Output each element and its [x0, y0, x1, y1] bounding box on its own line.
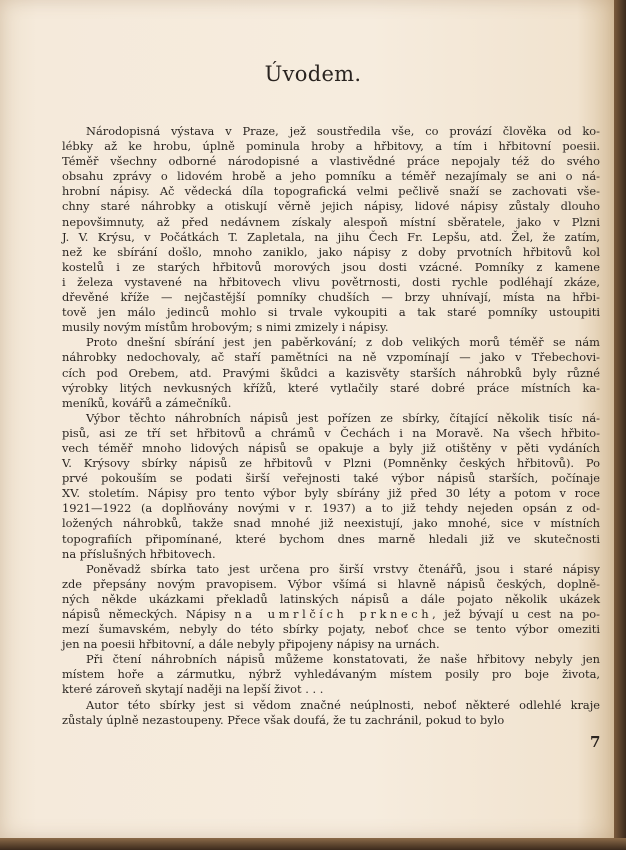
text-line: než ke sbírání došlo, mnoho zaniklo, jako nápisy z doby prvotních hřbitovů kol	[62, 244, 600, 259]
text-line: prvé pokouším se podati širší veřejnosti také výbor nápisů starších, počínaje	[62, 471, 600, 486]
text-line: pisů, asi ze tří set hřbitovů a chrámů v Čechách i na Moravě. Na všech hřbito-	[62, 425, 600, 440]
text-line: které zároveň skytají naději na lepší život . . .	[62, 682, 324, 697]
text-line: zůstaly úplně nezastoupeny. Přece však doufá, že tu zachránil, pokud to bylo	[62, 712, 505, 727]
book-edge-right	[614, 0, 626, 850]
text-segment: , jež bývají u cest na po-	[432, 607, 600, 621]
text-line: náhrobky nedochovaly, ač staří pamětníci na ně vzpomínají — jako v Třebechovi-	[62, 350, 600, 365]
text-line: Téměř všechny odborné národopisné a vlastivědné práce nepojaly též do svého	[62, 154, 600, 169]
text-line: XV. stoletím. Nápisy pro tento výbor byly sbírány již před 30 léty a potom v roce	[62, 486, 600, 501]
text-line: obsahu zprávy o lidovém hrobě a jeho pomníku a téměř nezajímaly se ani o ná-	[62, 169, 600, 184]
text-line: cích pod Orebem, atd. Pravými škůdci a kazisvěty starších náhrobků byly různé	[62, 365, 600, 380]
text-line: Poněvadž sbírka tato jest určena pro širší vrstvy čtenářů, jsou i staré nápisy	[86, 561, 600, 576]
text-line: Při čtení náhrobních nápisů můžeme konstatovati, že naše hřbitovy nebyly jen	[86, 652, 600, 667]
paragraph	[62, 562, 600, 653]
text-line: dřevěné kříže — nejčastější pomníky chudších — brzy uhnívají, místa na hřbi-	[62, 290, 600, 305]
paragraph	[62, 652, 600, 697]
paragraph	[62, 124, 600, 335]
text-line: kostelů i ze starých hřbitovů morových jsou dosti vzácné. Pomníky z kamene	[62, 259, 600, 274]
text-line: Proto dnešní sbírání jest jen paběrkování; z dob velikých morů téměř se nám	[86, 335, 600, 350]
text-line: musily novým místům hrobovým; s nimi zmizely i nápisy.	[62, 320, 389, 335]
text-line: 1921—1922 (a doplňovány novými v r. 1937) a to již tehdy nejeden opsán z od-	[62, 501, 600, 516]
text-line: zde přepsány novým pravopisem. Výbor všímá si hlavně nápisů českých, doplně-	[62, 576, 600, 591]
text-line: výrobky litých nevkusných křížů, které vytlačily staré dobré práce místních ka-	[62, 380, 600, 395]
text-line: jen na poesii hřbitovní, a dále nebyly připojeny nápisy na urnách.	[62, 637, 440, 652]
text-line: mezí šumavském, nebyly do této sbírky pojaty, neboť chce se tento výbor omeziti	[62, 622, 600, 637]
text-line: nepovšimnuty, až před nedávnem získaly alespoň místní sběratele, jako v Plzni	[62, 214, 600, 229]
book-edge-bottom	[0, 838, 626, 850]
paragraph	[62, 411, 600, 562]
text-line	[62, 607, 600, 622]
text-line: Autor této sbírky jest si vědom značné neúplnosti, neboť některé odlehlé kraje	[86, 697, 600, 712]
text-line: vech téměř mnoho lidových nápisů se opakuje a byly již otištěny v pěti vydáních	[62, 440, 600, 455]
text-line: hrobní nápisy. Ač vědecká díla topografická velmi pečlivě snaží se zachovati vše-	[62, 184, 600, 199]
text-segment: nápisů německých. Nápisy	[62, 607, 235, 621]
text-line: na příslušných hřbitovech.	[62, 546, 216, 561]
text-line: tově jen málo jedinců mohlo si trvale vykoupiti a tak staré pomníky ustoupiti	[62, 305, 600, 320]
page-number: 7	[590, 733, 601, 751]
page-title: Úvodem.	[264, 62, 362, 86]
text-line: lébky až ke hrobu, úplně pominula hroby a hřbitovy, a tím i hřbitovní poesii.	[62, 139, 600, 154]
text-line: J. V. Krýsu, v Počátkách T. Zapletala, na jihu Čech Fr. Lepšu, atd. Žel, že zatím,	[62, 229, 600, 244]
paragraph	[62, 698, 600, 728]
text-line: ných někde ukázkami překladů latinských nápisů a dále pojato několik ukázek	[62, 591, 600, 606]
text-line: ložených náhrobků, takže snad mnohé již neexistují, jako mnohé, sice v místních	[62, 516, 600, 531]
text-line: Výbor těchto náhrobních nápisů jest pořízen ze sbírky, čítající několik tisíc ná-	[86, 410, 600, 425]
text-line: meníků, kovářů a zámečníků.	[62, 395, 232, 410]
text-line: topografiích připomínané, které bychom dnes marně hledali již ve skutečnosti	[62, 531, 600, 546]
text-line: V. Krýsovy sbírky nápisů ze hřbitovů v Plzni (Pomněnky českých hřbitovů). Po	[62, 456, 600, 471]
text-line: místem hoře a zármutku, nýbrž vyhledávaným místem posily pro boje života,	[62, 667, 600, 682]
emphasized-text: na umrlčích prknech	[234, 607, 433, 621]
text-line: i železa vystavené na hřbitovech vlivu povětrnosti, dosti rychle podléhají zkáze,	[62, 274, 600, 289]
body-text	[62, 124, 600, 728]
text-line: Národopisná výstava v Praze, jež soustředila vše, co provází člověka od ko-	[86, 124, 600, 138]
paragraph	[62, 335, 600, 410]
text-line: chny staré náhrobky a otiskují věrně jejich nápisy, lidové nápisy zůstaly dlouho	[62, 199, 600, 214]
